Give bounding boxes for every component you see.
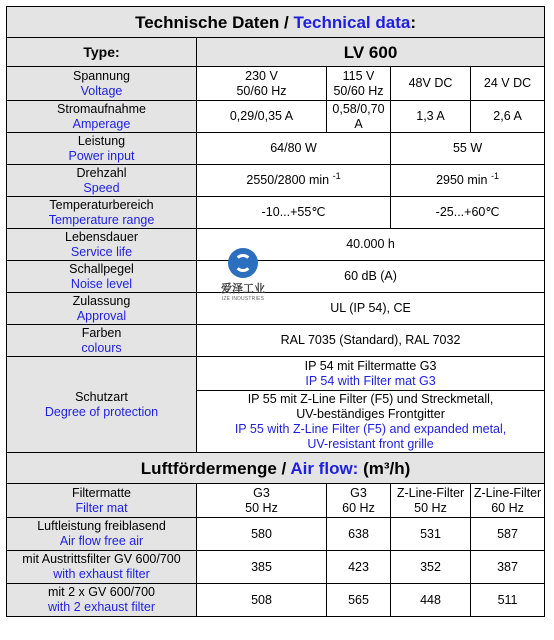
current-row (7, 101, 545, 133)
technical-data-table (6, 6, 545, 617)
airflow-header-unit: (m³/h) (358, 458, 411, 478)
flow-row-free-air (7, 518, 545, 551)
protection-de: Schutzart (75, 389, 128, 404)
current-en: Amperage (72, 116, 131, 131)
flow-rows-2-values-3: 511 (471, 584, 545, 617)
filter-row-cols-0-line1: G3 (253, 485, 270, 500)
temperature-ac: -10...+55℃ (197, 197, 391, 229)
filter-row-cols-0-line2: 50 Hz (245, 500, 278, 515)
approval-de: Zulassung (72, 293, 131, 308)
title-en: Technical data (293, 12, 411, 32)
flow-rows-2-values-0: 508 (197, 584, 327, 617)
speed-exp: -1 (490, 170, 499, 181)
filter-row-cols-2-line2: 50 Hz (414, 500, 447, 515)
approval-row (7, 293, 545, 325)
watermark-logo (212, 248, 274, 322)
logo-text-en: IZE INDUSTRIES (221, 296, 265, 302)
flow-row-exhaust-filter (7, 551, 545, 584)
temperature-en: Temperature range (48, 212, 155, 227)
flow-rows-1-en: with exhaust filter (53, 567, 150, 581)
voltage-cols-0-line2: 50/60 Hz (236, 83, 287, 98)
service-de: Lebensdauer (65, 229, 138, 244)
flow-rows-0-values-3: 587 (471, 518, 545, 551)
protection-ip55-en-2: UV-resistant front grille (307, 436, 434, 451)
filter-row-cols-1-line2: 60 Hz (342, 500, 375, 515)
flow-rows-1-values-2: 352 (391, 551, 471, 584)
flow-rows-2-values-2: 448 (391, 584, 471, 617)
voltage-cols-0-line1: 230 V (245, 68, 278, 83)
protection-ip55-en-1: IP 55 with Z-Line Filter (F5) and expanded metal, (234, 421, 507, 436)
protection-ip55-de-1: IP 55 mit Z-Line Filter (F5) und Streckmetall, (247, 391, 494, 406)
speed-exp: -1 (332, 170, 341, 181)
current-values-3: 2,6 A (471, 101, 545, 133)
service-life-row (7, 229, 545, 261)
voltage-en: Voltage (80, 83, 123, 98)
technical-data-header (7, 7, 545, 38)
power-ac: 64/80 W (197, 133, 391, 165)
current-values-0: 0,29/0,35 A (197, 101, 327, 133)
technical-data-sheet (6, 6, 544, 617)
power-de: Leistung (77, 133, 126, 148)
voltage-cols-1-line1: 115 V (342, 68, 375, 83)
filter-row-cols-3-line1: Z-Line-Filter (473, 485, 542, 500)
flow-rows-0-values-1: 638 (327, 518, 391, 551)
flow-rows-0-values-0: 580 (197, 518, 327, 551)
voltage-cols-3-line1: 24 V DC (483, 76, 532, 90)
flow-rows-1-values-3: 387 (471, 551, 545, 584)
filter-row (7, 484, 545, 518)
protection-ip54-de: IP 54 mit Filtermatte G3 (304, 358, 437, 373)
protection-ip55-de-2: UV-beständiges Frontgitter (296, 406, 445, 421)
flow-rows-2-en: with 2 exhaust filter (48, 600, 155, 614)
speed-en: Speed (83, 180, 120, 195)
temperature-dc: -25...+60℃ (391, 197, 545, 229)
flow-rows-0-de: Luftleistung freiblasend (37, 519, 166, 533)
current-values-1: 0,58/0,70 A (327, 101, 391, 133)
voltage-cols-1-line2: 50/60 Hz (333, 83, 384, 98)
colours-row (7, 325, 545, 357)
temperature-de: Temperaturbereich (49, 197, 154, 212)
noise-value: 60 dB (A) (197, 261, 545, 293)
flow-rows-1-de: mit Austrittsfilter GV 600/700 (22, 552, 181, 566)
approval-en: Approval (76, 308, 127, 323)
flow-rows-2-values-1: 565 (327, 584, 391, 617)
filter-row-cols-1-line1: G3 (350, 485, 367, 500)
protection-ip54-en: IP 54 with Filter mat G3 (305, 373, 436, 388)
colours-value: RAL 7035 (Standard), RAL 7032 (197, 325, 545, 357)
speed-de: Drehzahl (76, 165, 127, 180)
title-de: Technische Daten (135, 12, 280, 32)
filter-row-cols-2-line1: Z-Line-Filter (396, 485, 465, 500)
airflow-header-sep: / (276, 458, 291, 478)
airflow-header (7, 453, 545, 484)
header-sep: / (279, 12, 294, 32)
flow-rows-1-values-1: 423 (327, 551, 391, 584)
voltage-row (7, 67, 545, 101)
power-row (7, 133, 545, 165)
service-value: 40.000 h (197, 229, 545, 261)
voltage-cols-2-line1: 48V DC (408, 76, 453, 90)
flow-rows-1-values-0: 385 (197, 551, 327, 584)
flow-rows-0-en: Air flow free air (59, 534, 144, 548)
noise-de: Schallpegel (69, 261, 134, 276)
approval-value: UL (IP 54), CE (197, 293, 545, 325)
speed-dc: 2950 min (436, 173, 488, 187)
flow-rows-0-values-2: 531 (391, 518, 471, 551)
header-colon: : (410, 12, 416, 32)
airflow-header-de: Luftfördermenge (140, 458, 277, 478)
colours-de: Farben (81, 325, 122, 340)
speed-ac: 2550/2800 min (246, 173, 330, 187)
voltage-de: Spannung (72, 68, 130, 83)
flow-rows-2-de: mit 2 x GV 600/700 (47, 585, 155, 599)
filter-row-en: Filter mat (75, 500, 128, 515)
power-dc: 55 W (391, 133, 545, 165)
protection-ip54-row (7, 357, 545, 391)
filter-row-cols-3-line2: 60 Hz (491, 500, 524, 515)
logo-text-cn: 爱泽工业 (221, 282, 265, 295)
current-values-2: 1,3 A (391, 101, 471, 133)
noise-row (7, 261, 545, 293)
service-en: Service life (70, 244, 133, 259)
type-label: Type: (7, 38, 197, 67)
speed-row (7, 165, 545, 197)
type-value: LV 600 (197, 38, 545, 67)
type-row (7, 38, 545, 67)
power-en: Power input (68, 148, 135, 163)
current-de: Stromaufnahme (57, 101, 146, 116)
colours-en: colours (81, 340, 122, 355)
filter-row-de: Filtermatte (71, 485, 132, 500)
airflow-header-en: Air flow: (290, 458, 359, 478)
noise-en: Noise level (70, 276, 133, 291)
aize-logo-icon (228, 248, 258, 278)
temperature-row (7, 197, 545, 229)
protection-en: Degree of protection (44, 404, 159, 419)
flow-row-two-exhaust-filters (7, 584, 545, 617)
